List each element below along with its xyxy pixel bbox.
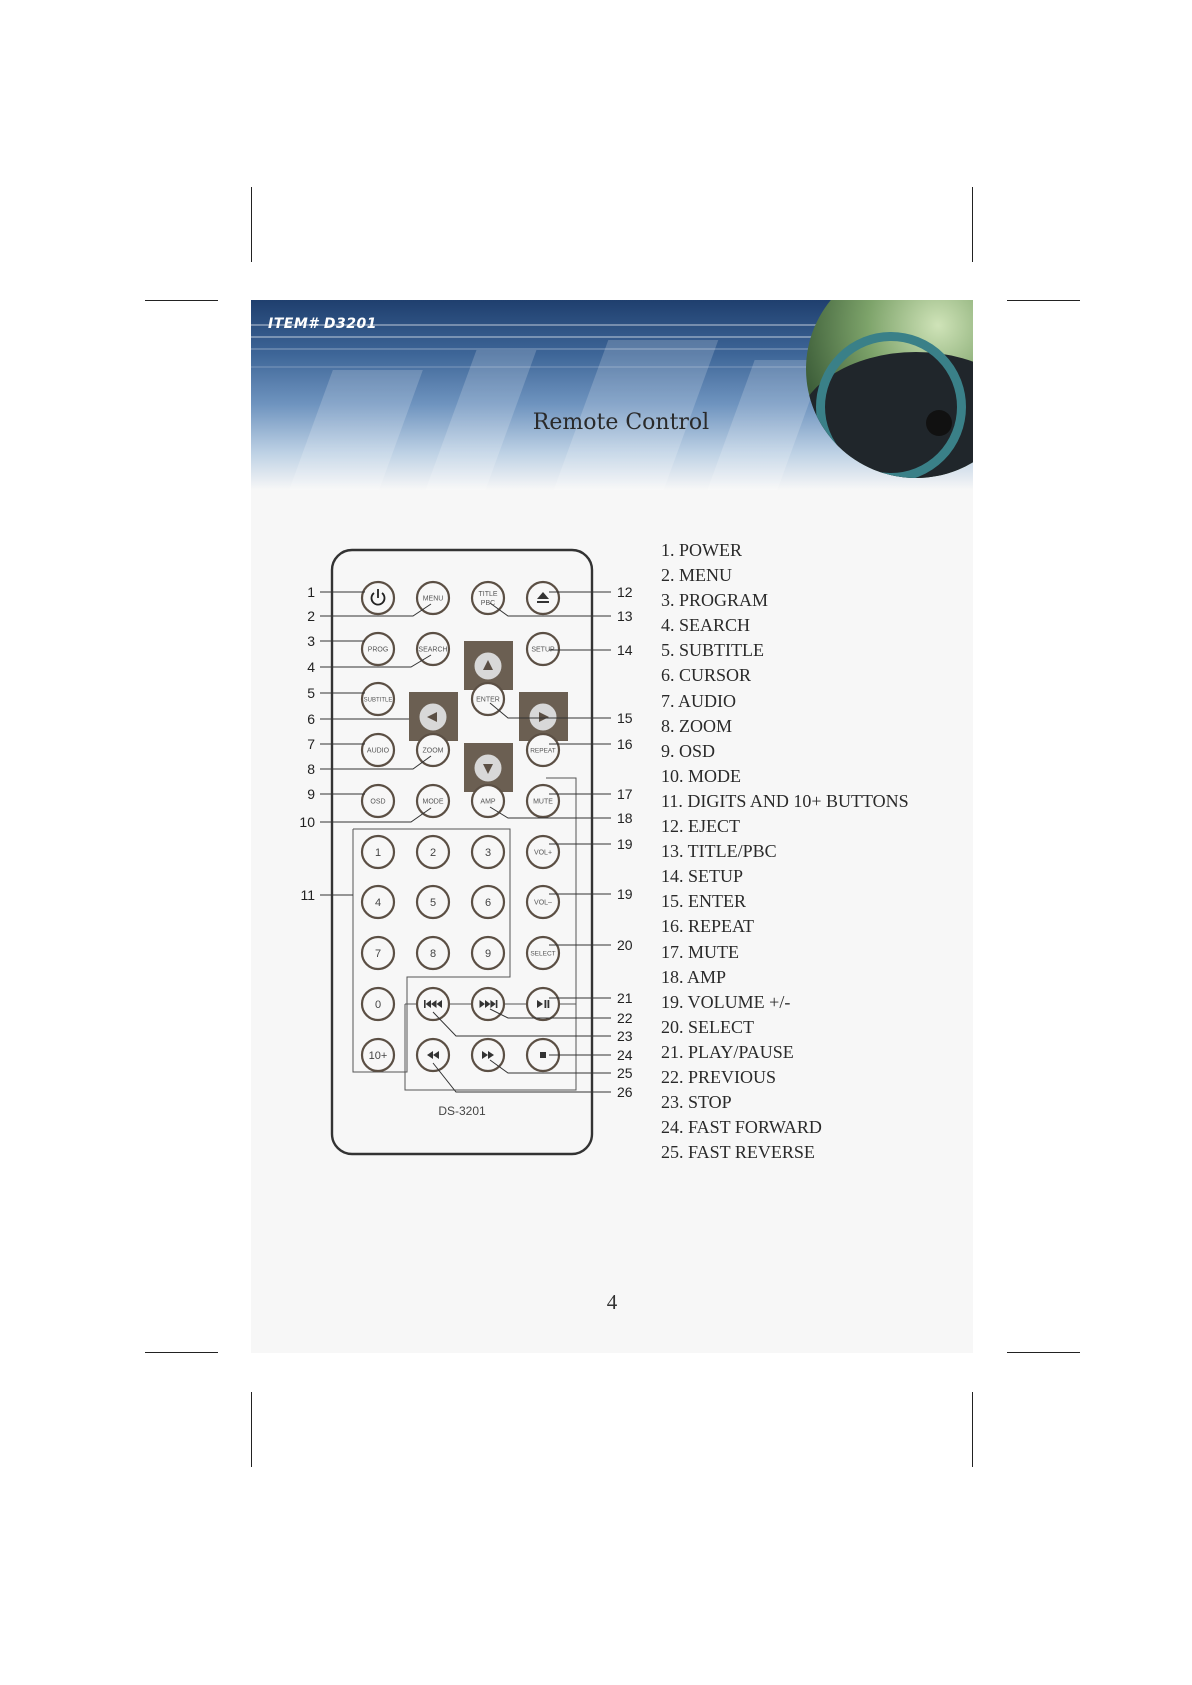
crop-mark-top-right-h (1007, 300, 1080, 301)
callout-18: 18 (617, 810, 633, 826)
crop-mark-top-left-h (145, 300, 218, 301)
legend-item: 4. SEARCH (661, 615, 751, 636)
digit-3-label: 3 (484, 847, 492, 859)
ten-plus-label: 10+ (368, 1050, 388, 1062)
menu-label: MENU (422, 595, 444, 603)
legend-item: 16. REPEAT (661, 916, 755, 937)
digit-7-label: 7 (374, 948, 382, 960)
legend-item: 8. ZOOM (661, 715, 732, 736)
eject-icon-bar (537, 601, 549, 603)
button-legend (661, 538, 909, 1165)
legend-item: 18. AMP (661, 966, 727, 987)
crop-mark-bottom-right-v (972, 1392, 973, 1467)
legend-item: 17. MUTE (661, 941, 739, 962)
mode-label: MODE (422, 798, 444, 806)
legend-item: 20. SELECT (661, 1016, 754, 1037)
amp-label: AMP (480, 798, 496, 806)
legend-item: 22. PREVIOUS (661, 1066, 777, 1087)
legend-item: 14. SETUP (661, 866, 744, 887)
digit-9-label: 9 (484, 948, 492, 960)
callout-25: 25 (617, 1065, 633, 1081)
subtitle-label: SUBTITLE (363, 697, 393, 704)
callout-26: 26 (617, 1084, 633, 1100)
digit-1-label: 1 (374, 847, 382, 859)
crop-mark-bottom-left-h (145, 1352, 218, 1353)
title-label: TITLE (478, 591, 498, 598)
callout-20: 20 (617, 937, 633, 953)
remote-diagram (281, 537, 661, 1177)
stop-icon (540, 1052, 546, 1058)
callout-13: 13 (617, 608, 633, 624)
callout-7: 7 (307, 736, 315, 752)
callout-3: 3 (307, 633, 315, 649)
legend-item: 10. MODE (661, 765, 741, 786)
callout-21: 21 (617, 990, 633, 1006)
setup-label: SETUP (531, 646, 555, 654)
car-interior-photo (806, 300, 973, 478)
pause-icon-bar-2 (548, 1000, 550, 1008)
callout-22: 22 (617, 1010, 633, 1026)
legend-item: 3. PROGRAM (661, 590, 769, 611)
next-icon-bar (496, 1000, 498, 1008)
callout-24: 24 (617, 1047, 633, 1063)
digit-2-label: 2 (429, 847, 437, 859)
callout-23: 23 (617, 1028, 633, 1044)
crop-mark-bottom-right-h (1007, 1352, 1080, 1353)
manual-page (251, 300, 973, 1353)
legend-item: 2. MENU (661, 565, 732, 586)
model-label: DS-3201 (438, 1104, 486, 1118)
mute-label: MUTE (533, 798, 553, 806)
page-number: 4 (606, 1290, 618, 1314)
legend-item: 9. OSD (661, 740, 716, 761)
crop-mark-bottom-left-v (251, 1392, 252, 1467)
legend-item: 1. POWER (661, 540, 742, 560)
callout-17: 17 (617, 786, 633, 802)
legend-item: 24. FAST FORWARD (661, 1117, 822, 1138)
callout-9: 9 (307, 786, 315, 802)
callout-8: 8 (307, 761, 315, 777)
crop-mark-top-left-v (251, 187, 252, 262)
callout-2: 2 (307, 608, 315, 624)
callout-6: 6 (307, 711, 315, 727)
repeat-label: REPEAT (530, 747, 556, 755)
callout-10: 10 (299, 814, 315, 830)
callout-5: 5 (307, 685, 315, 701)
crop-mark-top-right-v (972, 187, 973, 262)
item-number: ITEM# D3201 (268, 316, 377, 332)
search-label: SEARCH (418, 646, 448, 654)
legend-item: 11. DIGITS AND 10+ BUTTONS (661, 790, 909, 811)
legend-item: 7. AUDIO (661, 690, 736, 711)
prog-label: PROG (367, 646, 389, 654)
zoom-label: ZOOM (422, 747, 444, 755)
legend-item: 15. ENTER (661, 891, 746, 912)
legend-item: 23. STOP (661, 1092, 732, 1113)
callout-12: 12 (617, 584, 633, 600)
vol-up-label: VOL+ (533, 849, 553, 857)
audio-label: AUDIO (366, 747, 390, 755)
page-title: Remote Control (532, 410, 710, 435)
digit-4-label: 4 (374, 897, 382, 909)
legend-item: 19. VOLUME +/- (661, 991, 791, 1012)
legend-item: 6. CURSOR (661, 665, 752, 686)
callout-19b: 19 (617, 886, 633, 902)
digit-0-label: 0 (374, 999, 382, 1011)
header-banner (251, 300, 973, 490)
callout-15: 15 (617, 710, 633, 726)
digit-8-label: 8 (429, 948, 437, 960)
pbc-label: PBC (480, 600, 496, 607)
callout-1: 1 (307, 584, 315, 600)
legend-item: 21. PLAY/PAUSE (661, 1041, 794, 1062)
previous-icon-bar (424, 1000, 426, 1008)
digit-6-label: 6 (484, 897, 492, 909)
callout-4: 4 (307, 659, 315, 675)
enter-label: ENTER (476, 696, 500, 704)
callout-11: 11 (300, 887, 315, 903)
digit-5-label: 5 (429, 897, 437, 909)
legend-item: 25. FAST REVERSE (661, 1142, 815, 1163)
osd-label: OSD (370, 798, 386, 806)
callout-16: 16 (617, 736, 633, 752)
vol-down-label: VOL– (534, 899, 552, 907)
select-label: SELECT (530, 950, 556, 958)
callout-14: 14 (617, 642, 633, 658)
legend-item: 12. EJECT (661, 816, 740, 837)
pause-icon-bar-1 (545, 1000, 547, 1008)
legend-item: 5. SUBTITLE (661, 640, 764, 661)
legend-item: 13. TITLE/PBC (661, 841, 777, 862)
callout-19a: 19 (617, 836, 633, 852)
